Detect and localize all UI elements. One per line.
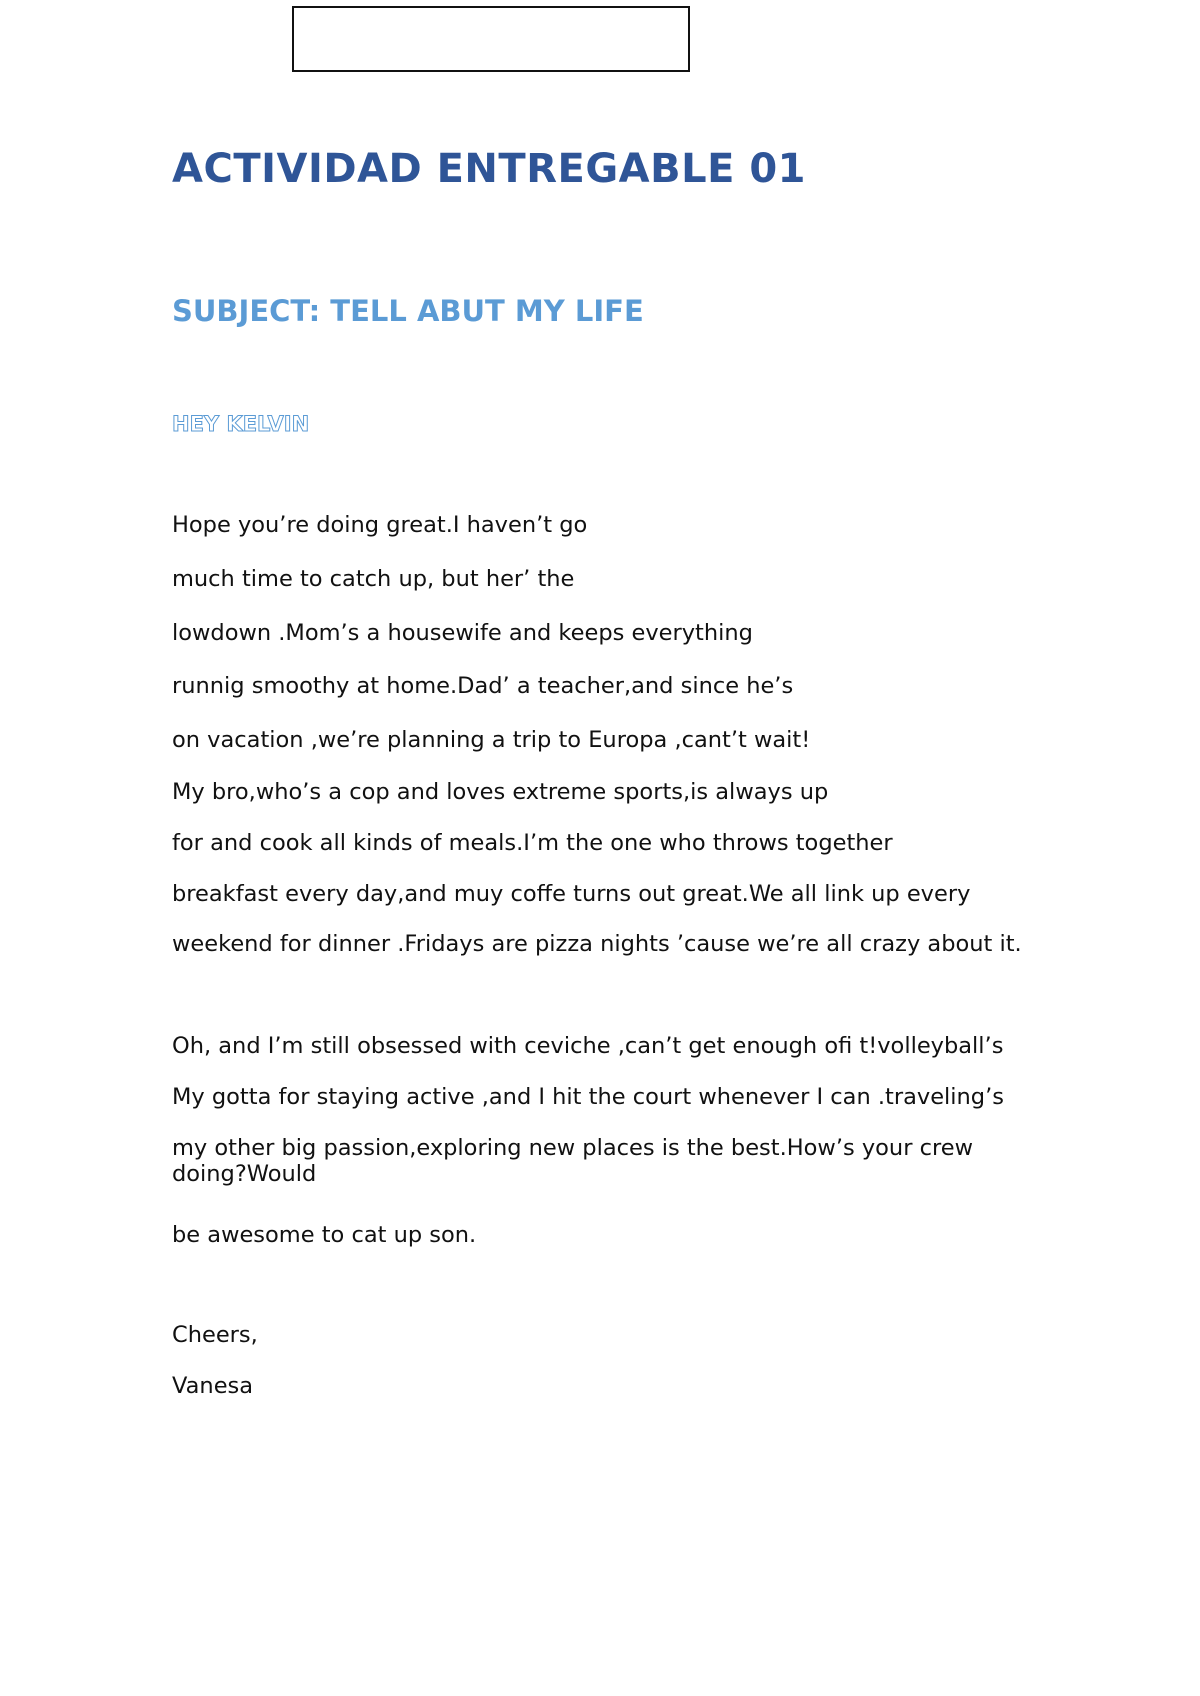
body-line: be awesome to cat up son. (172, 1222, 477, 1248)
body-line: My gotta for staying active ,and I hit the court whenever I can .traveling’s (172, 1084, 1004, 1110)
body-line: Hope you’re doing great.I haven’t go (172, 512, 588, 538)
body-line: Oh, and I’m still obsessed with ceviche ,can’t get enough ofi t!volleyball’s (172, 1033, 1004, 1059)
body-line: lowdown .Mom’s a housewife and keeps everything (172, 620, 753, 646)
body-line: My bro,who’s a cop and loves extreme sports,is always up (172, 779, 829, 805)
body-line: on vacation ,we’re planning a trip to Europa ,cant’t wait! (172, 727, 811, 753)
body-line: my other big passion,exploring new places is the best.How’s your crew doing?Would (172, 1135, 973, 1187)
header-box (292, 6, 690, 72)
body-line: weekend for dinner .Fridays are pizza nights ’cause we’re all crazy about it. (172, 931, 1022, 957)
body-line: breakfast every day,and muy coffe turns out great.We all link up every (172, 881, 971, 907)
body-line: for and cook all kinds of meals.I’m the one who throws together (172, 830, 893, 856)
letter-closing: Cheers, (172, 1322, 258, 1348)
body-line: much time to catch up, but her’ the (172, 566, 575, 592)
letter-signature: Vanesa (172, 1373, 254, 1399)
body-line: runnig smoothy at home.Dad’ a teacher,and since he’s (172, 673, 794, 699)
document-subject: SUBJECT: TELL ABUT MY LIFE (172, 294, 644, 328)
document-title: ACTIVIDAD ENTREGABLE 01 (172, 146, 806, 192)
letter-greeting: HEY KELVIN (172, 412, 310, 436)
